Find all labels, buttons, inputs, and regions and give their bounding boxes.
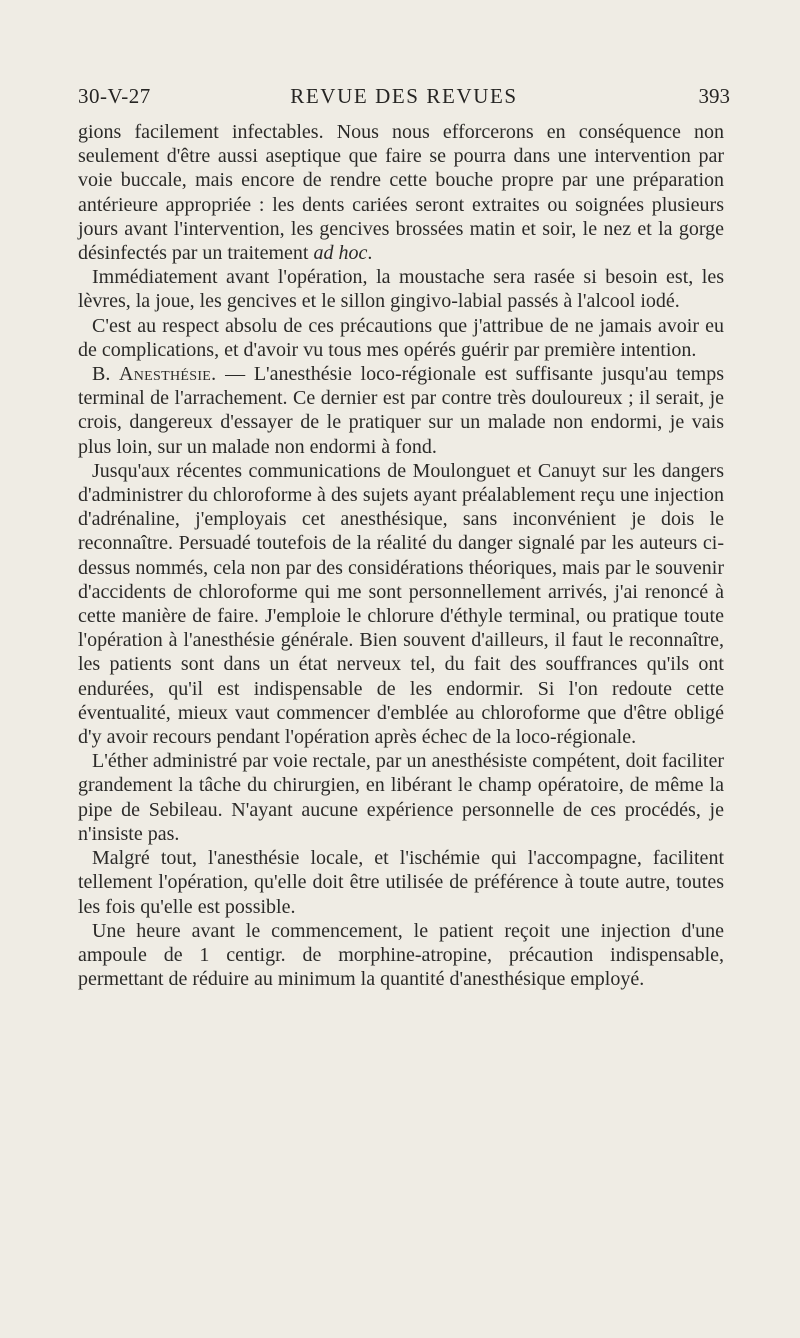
paragraph-8: Une heure avant le commencement, le patient reçoit une injection d'une ampoule de 1 centigr. de morphine-atropine, précaution indispensable, permettant de réduire au minimum la quantité d'anesthésique employé. (78, 919, 724, 991)
paragraph-6: L'éther administré par voie rectale, par un anesthésiste compétent, doit faciliter grandement la tâche du chirurgien, en libérant le champ opératoire, de même la pipe de Sebileau. N'ayant aucune expérience personnelle de ces procédés, je n'insiste pas. (78, 750, 724, 845)
paragraph-7: Malgré tout, l'anesthésie locale, et l'ischémie qui l'accompagne, facilitent tellement l'opération, qu'elle doit être utilisée de préférence à toute autre, toutes les fois qu'elle est possible. (78, 847, 724, 918)
running-header (78, 84, 730, 112)
paragraph-4: B. Anesthésie. — L'anesthésie loco-régionale est suffisante jusqu'au temps terminal de l'arrachement. Ce dernier est par contre très douloureux ; il serait, je crois, dangereux d'essayer de le pratiquer sur un malade non endormi, je vais plus loin, sur un malade non endormi à fond. (78, 363, 724, 458)
italic-term: ad hoc (313, 242, 368, 265)
paragraph-1: gions facilement infectables. Nous nous efforcerons en conséquence non seulement d'être aussi aseptique que faire se pourra dans une intervention par voie buccale, mais encore de rendre cette bouche propre par une préparation antérieure appropriée : les dents cariées seront extraites ou soignées plusieurs jours avant l'intervention, les gencives brossées matin et soir, le nez et la gorge désinfectés par un traitement ad hoc. (78, 121, 724, 265)
paragraph-5: Jusqu'aux récentes communications de Moulonguet et Canuyt sur les dangers d'administrer du chloroforme à des sujets ayant préalablement reçu une injection d'adrénaline, j'employais cet anesthésique, sans inconvénient je dois le reconnaître. Persuadé toutefois de la réalité du danger signalé par les auteurs ci-dessus nommés, cela non par des considérations théoriques, mais par le souvenir d'accidents de chloroforme qui me sont personnellement arrivés, j'ai renoncé à cette manière de faire. J'emploie le chlorure d'éthyle terminal, ou pratique toute l'opération à l'anesthésie générale. Bien souvent d'ailleurs, il faut le reconnaître, les patients sont dans un état nerveux tel, du fait des souffrances qu'ils ont endurées, qu'il est indispensable de les endormir. Si l'on redoute cette éventualité, mieux vaut commencer d'emblée au chloroforme que d'être obligé d'y avoir recours pendant l'opération après échec de la loco-régionale. (78, 459, 724, 749)
paragraph-2: Immédiatement avant l'opération, la moustache sera rasée si besoin est, les lèvres, la joue, les gencives et le sillon gingivo-labial passés à l'alcool iodé. (78, 266, 724, 313)
article-body (78, 120, 724, 991)
page-number: 393 (698, 84, 730, 108)
paragraph-3: C'est au respect absolu de ces précautions que j'attribue de ne jamais avoir eu de complications, et d'avoir vu tous mes opérés guérir par première intention. (78, 314, 724, 361)
issue-date: 30-V-27 (78, 84, 151, 108)
journal-title: REVUE DES REVUES (290, 84, 518, 108)
section-heading: Anesthésie. (119, 363, 217, 386)
